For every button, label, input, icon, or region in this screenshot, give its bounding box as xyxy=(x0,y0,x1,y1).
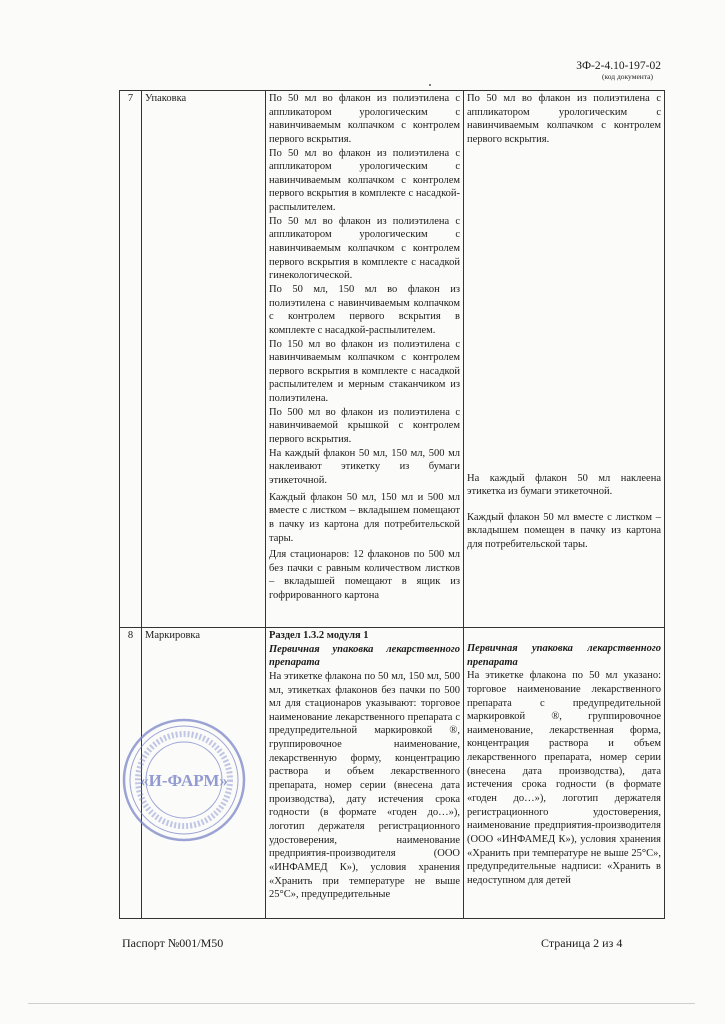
packaging-paragraph: Для стационаров: 12 флаконов по 500 мл без пачки с равным количеством листков – вкладышей помещают в ящик из гофрированного картона xyxy=(269,549,460,602)
row-number: 7 xyxy=(120,91,142,628)
stamp-text: «И-ФАРМ» xyxy=(140,771,228,790)
row-name: Упаковка xyxy=(142,91,266,628)
packaging-paragraph: По 50 мл, 150 мл во флакон из полиэтилена с навинчиваемым колпачком с контролем первого вскрытия в комплекте с насадкой-распылителем. xyxy=(269,283,460,336)
labeling-col4 xyxy=(464,628,665,919)
packaging-paragraph: Каждый флакон 50 мл вместе с листком – вкладышем помещен в пачку из картона для потребительской тары. xyxy=(467,511,661,551)
packaging-paragraph: На каждый флакон 50 мл, 150 мл, 500 мл наклеивают этикетку из бумаги этикеточной. xyxy=(269,447,460,486)
document-code: ЗФ-2-4.10-197-02 xyxy=(576,60,661,72)
section-heading: Первичная упаковка лекарственного препарата xyxy=(269,643,460,669)
document-code-block xyxy=(576,60,661,81)
document-code-caption: (код документа) xyxy=(601,72,653,82)
labeling-col3 xyxy=(266,628,464,919)
packaging-col4 xyxy=(464,91,665,628)
packaging-paragraph: Каждый флакон 50 мл, 150 мл и 500 мл вместе с листком – вкладышем помещают в пачку из картона для потребительской тары. xyxy=(269,491,460,544)
company-stamp xyxy=(120,716,248,844)
table-row xyxy=(120,91,665,628)
row-number: 8 xyxy=(120,628,142,919)
packaging-paragraph: По 500 мл во флакон из полиэтилена с навинчиваемой крышкой с контролем первого вскрытия. xyxy=(269,406,460,446)
row-name: Маркировка xyxy=(142,628,266,919)
labeling-paragraph: На этикетке флакона по 50 мл, 150 мл, 500 мл, этикетках флаконов без пачки по 500 мл для стационаров указывают: торговое наименование лекарственного препарата с предупредительной маркировкой ®, группировочное наименование, лекарственную форму, концентрацию раствора и объем лекарственного препарата, номер серии (внесена дата производства), дату истечения срока годности (в формате «годен до…»), логотип держателя регистрационного удостоверения, наименование предприятия-производителя (ООО «ИНФАМЕД К»), условия хранения «Хранить при температуре не выше 25°С», предупредительные xyxy=(269,670,460,901)
footer-passport: Паспорт №001/М50 xyxy=(122,936,224,950)
labeling-paragraph: На этикетке флакона по 50 мл указано: торговое наименование лекарственного препарата с предупредительной маркировкой ®, группировочное наименование, лекарственная форма, концентрация раствора и объем лекарственного препарата, номер серии (внесена дата производства), дата истечения срока годности (в формате «годен до…»), логотип держателя регистрационного удостоверения, наименование предприятия-производителя (ООО «ИНФАМЕД К»), условия хранения «Хранить при температуре не выше 25°С», предупредительные надписи: «Хранить в недоступном для детей xyxy=(467,670,661,886)
scan-edge-line xyxy=(28,1003,695,1004)
packaging-paragraph: По 50 мл во флакон из полиэтилена с аппликатором урологическим с навинчиваемым колпачком с контролем первого вскрытия в комплекте с насадкой-распылителем. xyxy=(269,147,460,214)
packaging-paragraph: По 150 мл во флакон из полиэтилена с навинчиваемым колпачком с контролем первого вскрытия в комплекте с насадкой распылителем и мерным стаканчиком из полиэтилена. xyxy=(269,338,460,405)
scan-speck xyxy=(429,84,431,86)
section-reference: Раздел 1.3.2 модуля 1 xyxy=(269,630,369,641)
packaging-paragraph: По 50 мл во флакон из полиэтилена с аппликатором урологическим с навинчиваемым колпачком с контролем первого вскрытия. xyxy=(269,93,460,145)
packaging-paragraph: На каждый флакон 50 мл наклеена этикетка из бумаги этикеточной. xyxy=(467,472,661,498)
footer-page-number: Страница 2 из 4 xyxy=(541,936,623,950)
packaging-paragraph: По 50 мл во флакон из полиэтилена с аппликатором урологическим с навинчиваемым колпачком с контролем первого вскрытия. xyxy=(467,93,661,145)
packaging-paragraph: По 50 мл во флакон из полиэтилена с аппликатором урологическим с навинчиваемым колпачком с контролем первого вскрытия в комплекте с насадкой гинекологической. xyxy=(269,215,460,282)
section-heading: Первичная упаковка лекарственного препарата xyxy=(467,643,661,668)
packaging-col3 xyxy=(266,91,464,628)
